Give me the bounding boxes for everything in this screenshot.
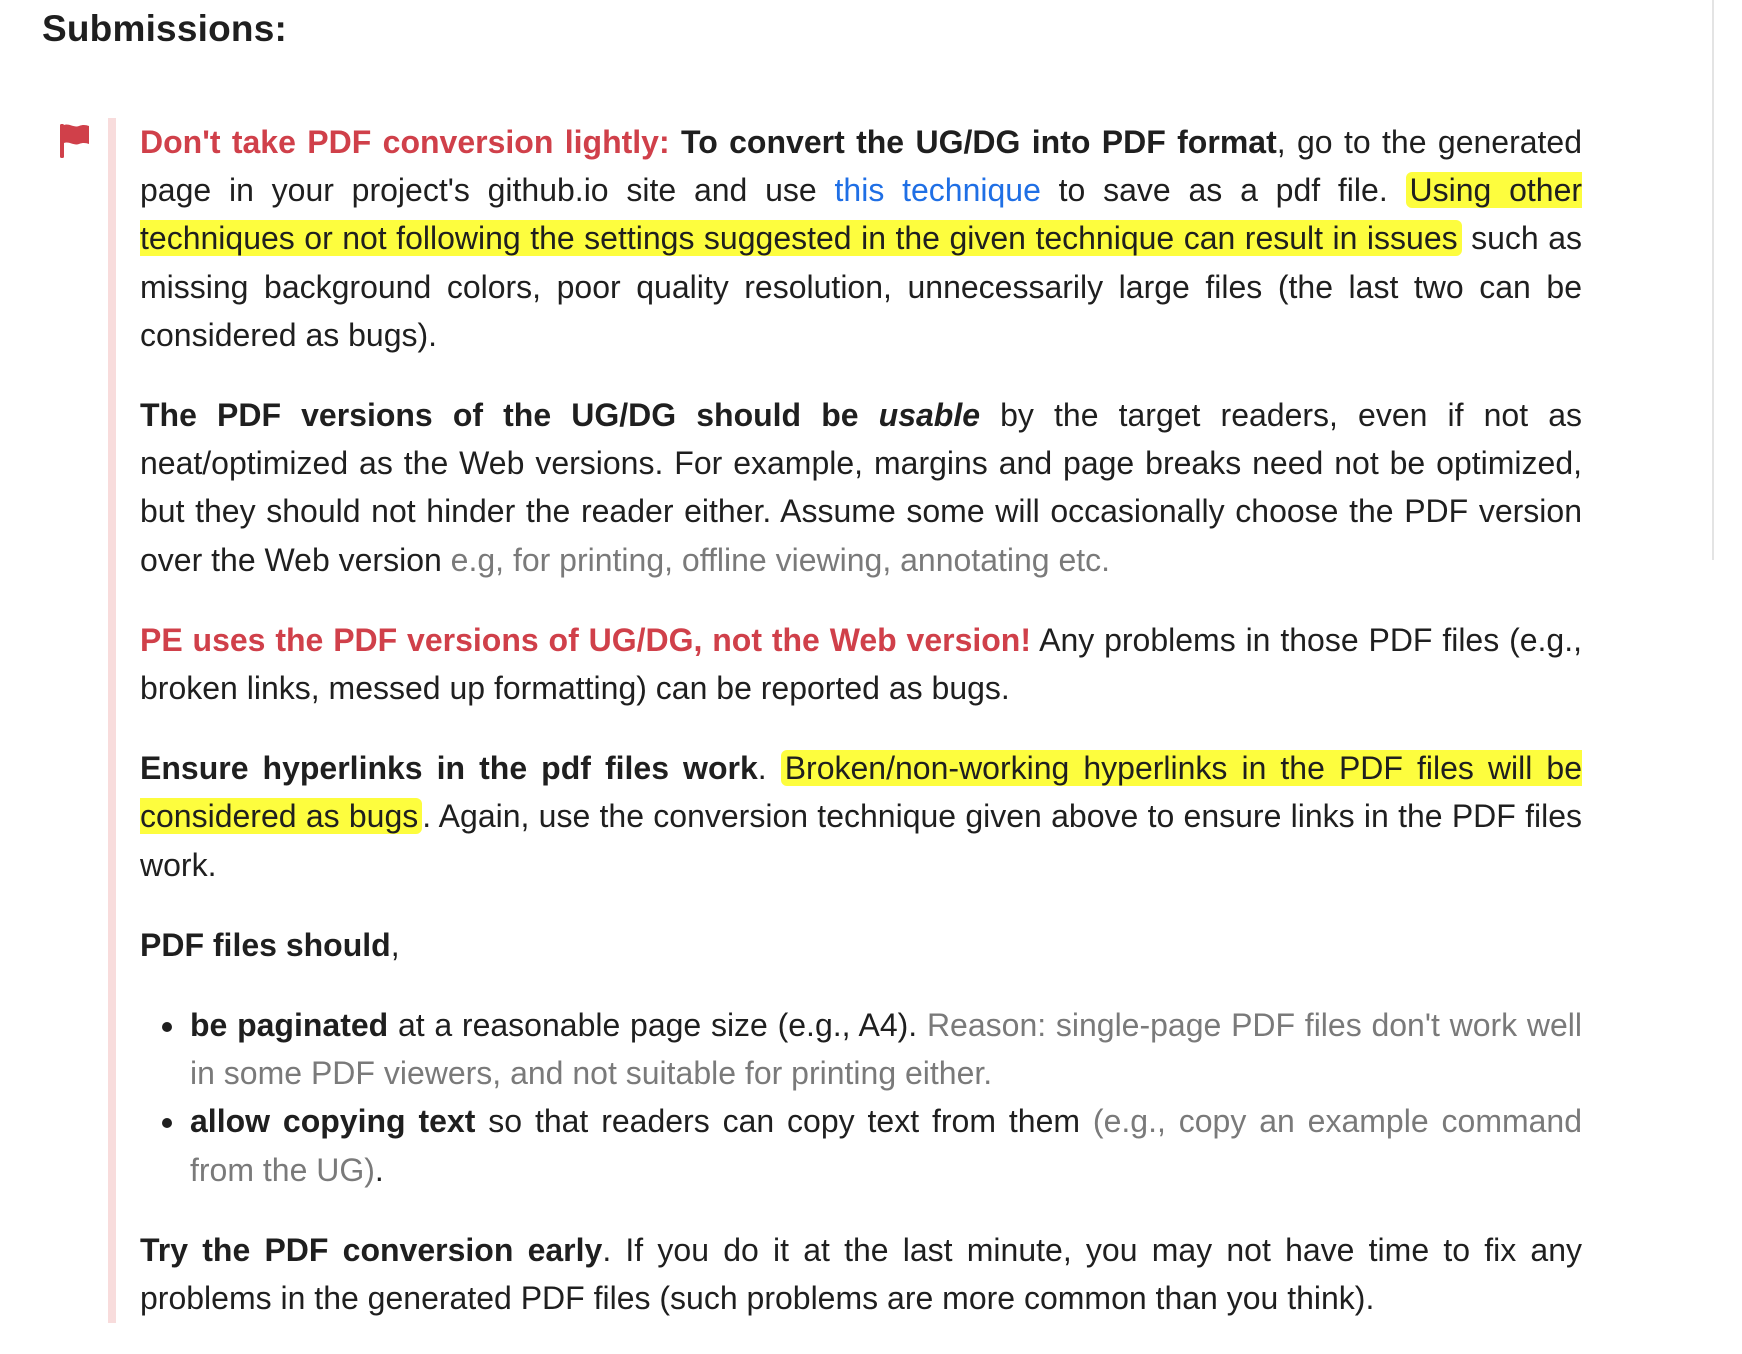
paragraph-usable-pdf xyxy=(140,391,1582,584)
body-text: Any problems in those PDF files (e.g., broken links, messed up formatting) can be reported as bugs. xyxy=(140,621,1583,707)
body-text: . xyxy=(757,750,781,787)
callout-side-bar xyxy=(108,118,116,1323)
body-text: , go to the generated page in your project's github.io site and use xyxy=(140,124,1583,209)
muted-note: e.g, for printing, offline viewing, annotating etc. xyxy=(450,541,1111,578)
bold-text: be paginated xyxy=(190,1007,389,1044)
bold-text: allow copying text xyxy=(190,1103,476,1140)
bold-text: To convert the UG/DG into PDF format xyxy=(681,124,1277,160)
body-text: so that readers can copy text from them xyxy=(475,1103,1093,1140)
body-text: to save as a pdf file. xyxy=(1040,172,1406,209)
paragraph-try-early xyxy=(140,1226,1582,1322)
paragraph-pe-uses-pdf xyxy=(140,616,1582,712)
callout-body xyxy=(140,118,1582,1354)
bold-text: The PDF versions of the UG/DG should be xyxy=(140,397,879,434)
this-technique-link[interactable]: this technique xyxy=(834,172,1041,209)
body-text: by the target readers, even if not as neat/optimized as the Web versions. For example, margins and page breaks need not be optimized, but they should not hinder the reader either. Assume some will occasionally choose the PDF version over the Web version xyxy=(140,397,1582,578)
page-scrollbar[interactable] xyxy=(1712,0,1714,560)
requirements-list xyxy=(140,1001,1582,1194)
body-text: . xyxy=(374,1151,384,1188)
highlighted-text: Using other techniques or not following the settings suggested in the given technique can result in issues xyxy=(140,172,1583,257)
body-text: such as missing background colors, poor quality resolution, unnecessarily large files (the last two can be considered as bugs). xyxy=(140,220,1583,353)
muted-note: (e.g., copy an example command from the UG) xyxy=(190,1103,1583,1188)
body-text: at a reasonable page size (e.g., A4). xyxy=(388,1007,927,1044)
warning-lead: Don't take PDF conversion lightly: xyxy=(140,124,670,160)
muted-note: Reason: single-page PDF files don't work well in some PDF viewers, and not suitable for printing either. xyxy=(190,1007,1583,1092)
bold-text: Try the PDF conversion early xyxy=(140,1231,603,1268)
section-heading: Submissions: xyxy=(42,8,287,49)
list-item xyxy=(188,1001,1582,1097)
highlighted-text: Broken/non-working hyperlinks in the PDF files will be considered as bugs xyxy=(140,750,1583,835)
bold-text: Ensure hyperlinks in the pdf files work xyxy=(140,750,758,787)
paragraph-pdf-conversion xyxy=(140,118,1582,359)
warning-lead: PE uses the PDF versions of UG/DG, not the Web version! xyxy=(140,621,1032,658)
paragraph-pdf-files-should xyxy=(140,921,1582,969)
pdf-conversion-callout xyxy=(60,118,1600,1323)
body-text: . If you do it at the last minute, you may not have time to fix any problems in the generated PDF files (such problems are more common than you think). xyxy=(140,1231,1583,1317)
body-text: , xyxy=(390,926,400,963)
emphasis-text: usable xyxy=(878,397,981,434)
paragraph-hyperlinks xyxy=(140,744,1582,889)
bold-text: PDF files should xyxy=(140,926,391,963)
body-text: . Again, use the conversion technique given above to ensure links in the PDF files work. xyxy=(140,798,1583,883)
list-item xyxy=(188,1097,1582,1193)
flag-icon xyxy=(60,124,90,158)
